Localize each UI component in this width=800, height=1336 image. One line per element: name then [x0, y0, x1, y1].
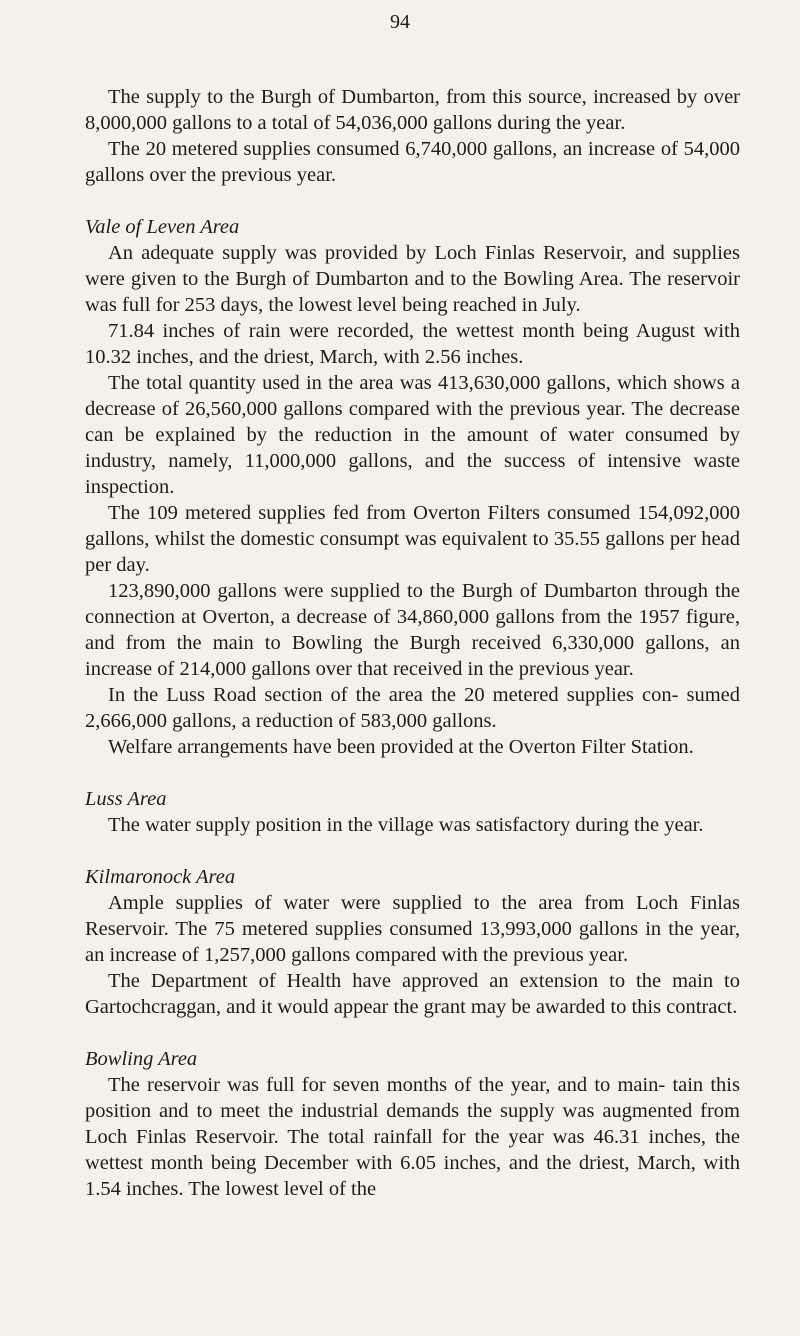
section-kilmaronock	[85, 864, 740, 1020]
paragraph: The reservoir was full for seven months of the year, and to main- tain this position and to meet the industrial demands the supply was augmented from Loch Finlas Reservoir. The total rainfall for the year was 46.31 inches, the wettest month being December with 6.05 inches, and the driest, March, with 1.54 inches. The lowest level of the	[85, 1074, 740, 1200]
paragraph: The water supply position in the village was satisfactory during the year.	[108, 814, 704, 836]
section-dumbarton-supply	[85, 84, 740, 188]
paragraph: The 109 metered supplies fed from Overton Filters consumed 154,092,000 gallons, whilst the domestic consumpt was equivalent to 35.55 gallons per head per day.	[85, 502, 740, 576]
page-body	[85, 84, 740, 1228]
paragraph: Ample supplies of water were supplied to the area from Loch Finlas Reservoir. The 75 metered supplies consumed 13,993,000 gallons in the year, an increase of 1,257,000 gallons compared with the previous year.	[85, 892, 740, 966]
paragraph: The supply to the Burgh of Dumbarton, from this source, increased by over 8,000,000 gallons to a total of 54,036,000 gallons during the year.	[85, 86, 740, 134]
section-heading: Vale of Leven Area	[85, 216, 240, 238]
section-heading: Kilmaronock Area	[85, 866, 236, 888]
paragraph: 71.84 inches of rain were recorded, the wettest month being August with 10.32 inches, and the driest, March, with 2.56 inches.	[85, 320, 740, 368]
section-bowling	[85, 1046, 740, 1202]
paragraph: The 20 metered supplies consumed 6,740,000 gallons, an increase of 54,000 gallons over the previous year.	[85, 138, 740, 186]
section-luss	[85, 786, 740, 838]
section-heading: Bowling Area	[85, 1048, 198, 1070]
paragraph: An adequate supply was provided by Loch Finlas Reservoir, and supplies were given to the Burgh of Dumbarton and to the Bowling Area. The reservoir was full for 253 days, the lowest level being reached in July.	[85, 242, 740, 316]
paragraph: The Department of Health have approved an extension to the main to Gartochcraggan, and it would appear the grant may be awarded to this contract.	[85, 970, 740, 1018]
paragraph: Welfare arrangements have been provided at the Overton Filter Station.	[108, 736, 694, 758]
paragraph: The total quantity used in the area was 413,630,000 gallons, which shows a decrease of 26,560,000 gallons compared with the previous year. The decrease can be explained by the reduction in the amount of water consumed by industry, namely, 11,000,000 gallons, and the success of intensive waste inspection.	[85, 372, 740, 498]
paragraph: In the Luss Road section of the area the 20 metered supplies con- sumed 2,666,000 gallons, a reduction of 583,000 gallons.	[85, 684, 740, 732]
paragraph: 123,890,000 gallons were supplied to the Burgh of Dumbarton through the connection at Overton, a decrease of 34,860,000 gallons from the 1957 figure, and from the main to Bowling the Burgh received 6,330,000 gallons, an increase of 214,000 gallons over that received in the previous year.	[85, 580, 740, 680]
page-number: 94	[390, 11, 410, 33]
section-heading: Luss Area	[85, 788, 167, 810]
section-vale-of-leven	[85, 214, 740, 760]
